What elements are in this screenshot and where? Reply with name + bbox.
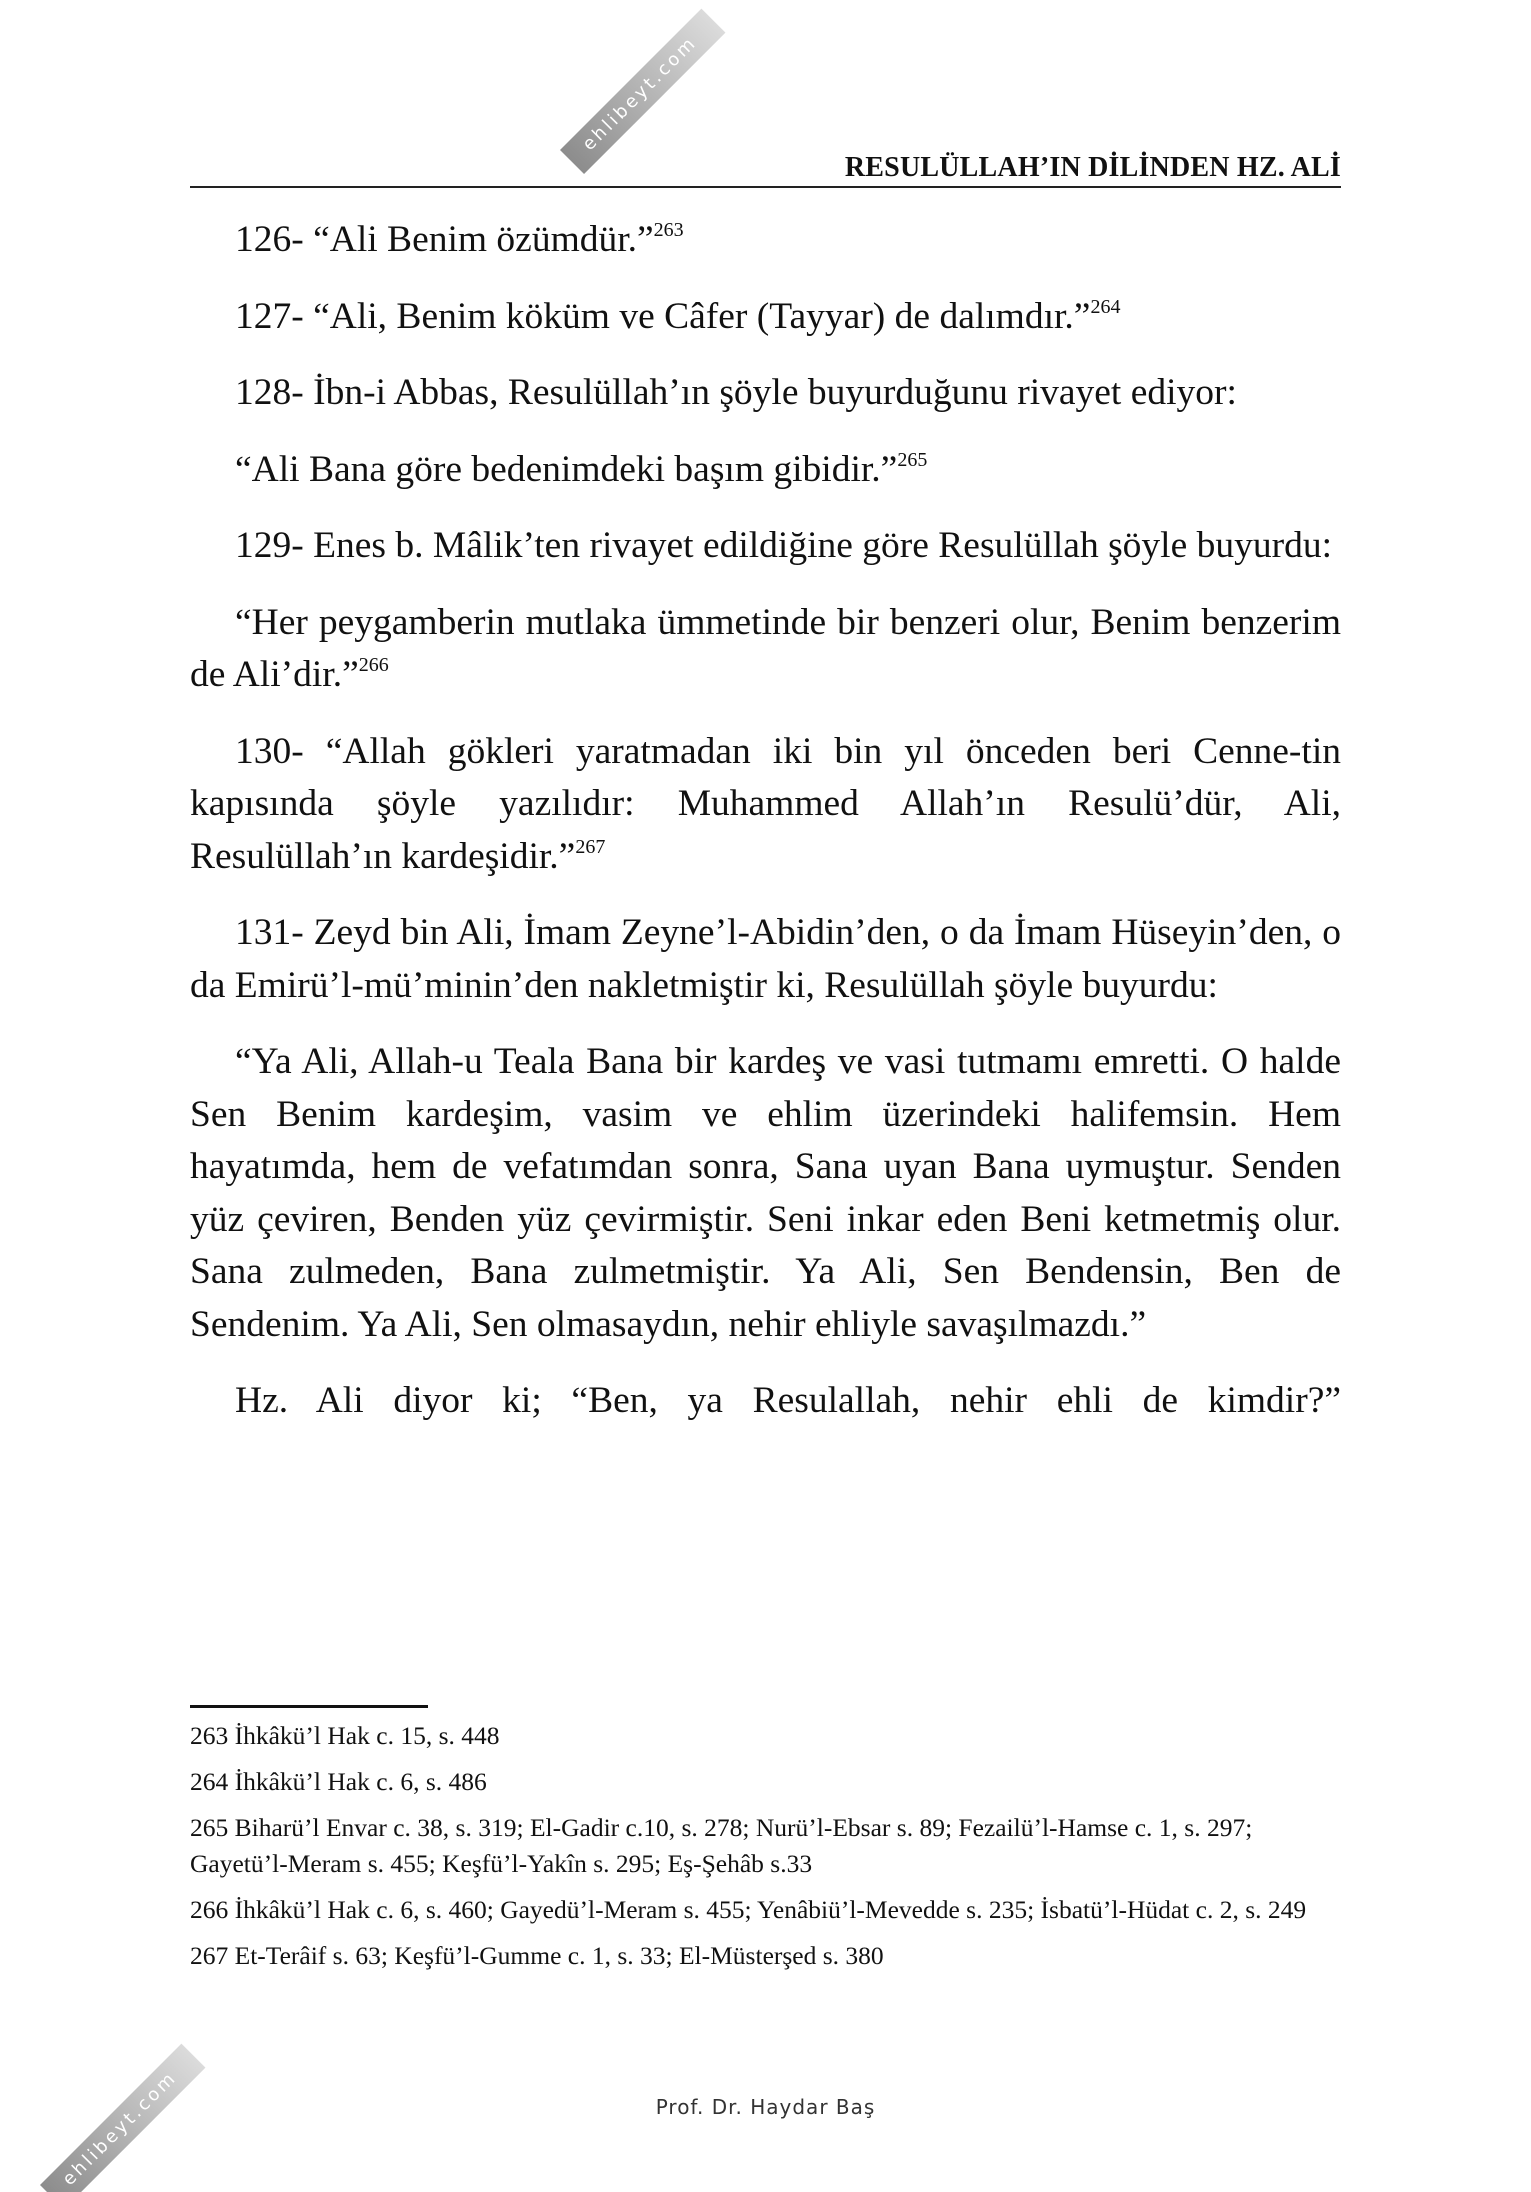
paragraph-text: “Ya Ali, Allah-u Teala Bana bir kardeş ve vasi tutmamı emretti. O halde Sen Benim kardeşim, vasim ve ehlim üzerindeki halifemsin. Hem hayatımda, hem de vefatımdan sonra, Sana uyan Bana uymuştur. Senden yüz çeviren, Benden yüz çevirmiştir. Seni inkar eden Beni ketmetmiş olur. Sana zulmeden, Bana zulmetmiştir. Ya Ali, Sen Bendensin, Ben de Sendenim. Ya Ali, Sen olmasaydın, nehir ehliyle savaşılmazdı.” <box>190 1041 1341 1345</box>
paragraph-text: “Ali Bana göre bedenimdeki başım gibidir.” <box>235 448 898 490</box>
watermark-text: ehlibeyt.com <box>58 2067 182 2190</box>
paragraph-131 <box>190 907 1341 1012</box>
paragraph-128 <box>190 367 1341 420</box>
paragraph-text: 127- “Ali, Benim köküm ve Câfer (Tayyar) de dalımdır.” <box>235 295 1091 337</box>
paragraph-text: 126- “Ali Benim özümdür.” <box>235 219 654 260</box>
footnote-ref[interactable]: 265 <box>897 448 928 471</box>
paragraph-126 <box>190 214 1341 267</box>
paragraph-text: Hz. Ali diyor ki; “Ben, ya Resulallah, nehir ehli de kimdir?” <box>235 1380 1341 1421</box>
running-header-title: RESULÜLLAH’IN DİLİNDEN HZ. ALİ <box>844 152 1341 183</box>
paragraph-text: 131- Zeyd bin Ali, İmam Zeyne’l-Abidin’den, o da İmam Hüseyin’den, o da Emirü’l-mü’minin’den nakletmiştir ki, Resulüllah şöyle buyurdu: <box>190 912 1341 1006</box>
footnote-267: 267 Et-Terâif s. 63; Keşfü’l-Gumme c. 1, s. 33; El-Müsterşed s. 380 <box>190 1941 884 1970</box>
watermark-strip <box>560 9 725 174</box>
header-rule <box>190 186 1341 188</box>
footnote-265: 265 Biharü’l Envar c. 38, s. 319; El-Gadir c.10, s. 278; Nurü’l-Ebsar s. 89; Fezailü’l-Hamse c. 1, s. 297; Gayetü’l-Meram s. 455; Keşfü’l-Yakîn s. 295; Eş-Şehâb s.33 <box>190 1813 1253 1878</box>
paragraph-131-quote <box>190 1036 1341 1351</box>
paragraph-129-quote <box>190 597 1341 702</box>
footnote-separator <box>190 1705 428 1708</box>
footnote-266: 266 İhkâkü’l Hak c. 6, s. 460; Gayedü’l-Meram s. 455; Yenâbiü’l-Mevedde s. 235; İsbatü’l-Hüdat c. 2, s. 249 <box>190 1895 1307 1924</box>
footnote-263: 263 İhkâkü’l Hak c. 15, s. 448 <box>190 1721 500 1750</box>
paragraph-hz-ali <box>190 1375 1341 1428</box>
paragraph-129 <box>190 520 1341 573</box>
footnote-264: 264 İhkâkü’l Hak c. 6, s. 486 <box>190 1767 487 1796</box>
paragraph-text: 129- Enes b. Mâlik’ten rivayet edildiğine göre Resulüllah şöyle buyurdu: <box>235 525 1333 566</box>
paragraph-text: 128- İbn-i Abbas, Resulüllah’ın şöyle buyurduğunu rivayet ediyor: <box>235 372 1237 413</box>
paragraph-128-quote <box>190 444 1341 497</box>
footnote-ref[interactable]: 267 <box>575 835 606 858</box>
footnote-ref[interactable]: 263 <box>653 219 684 241</box>
footnote-ref[interactable]: 264 <box>1090 295 1121 318</box>
paragraph-130 <box>190 726 1341 884</box>
watermark-text: ehlibeyt.com <box>578 32 702 155</box>
paragraph-text: 130- “Allah gökleri yaratmadan iki bin yıl önceden beri Cenne-tin kapısında şöyle yazılıdır: Muhammed Allah’ın Resulü’dür, Ali, Resulüllah’ın kardeşidir.” <box>190 730 1341 877</box>
paragraph-127 <box>190 291 1341 344</box>
body-text <box>190 214 1341 1452</box>
footnote-ref[interactable]: 266 <box>358 654 389 676</box>
paragraph-text: “Her peygamberin mutlaka ümmetinde bir benzeri olur, Benim benzerim de Ali’dir.” <box>190 601 1341 695</box>
page-footer-author: Prof. Dr. Haydar Baş <box>655 2095 876 2119</box>
footnotes <box>190 1718 1341 1984</box>
